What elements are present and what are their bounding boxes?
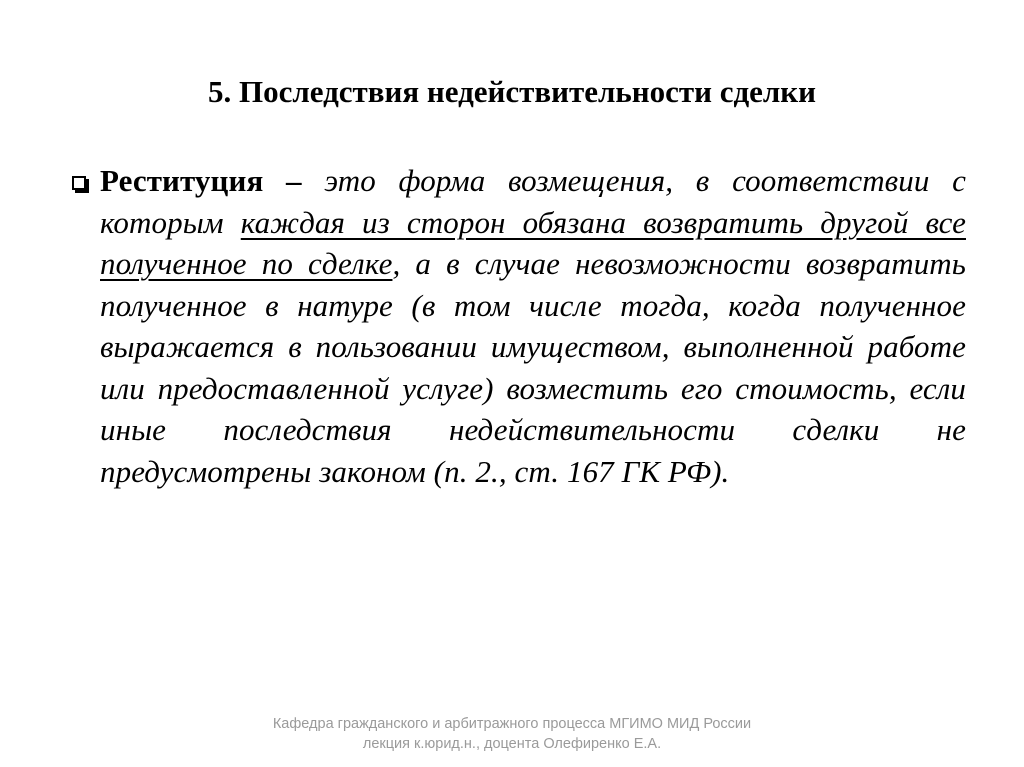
slide-footer <box>0 714 1024 754</box>
bullet-dash: – <box>263 163 325 198</box>
footer-line-department: Кафедра гражданского и арбитражного процесса МГИМО МИД России <box>272 716 752 732</box>
slide-title: 5. Последствия недействительности сделки <box>207 74 817 109</box>
bullet-text-part2: , а в случае невозможности возвратить полученное в натуре (в том числе тогда, когда полученное выражается в пользовании имуществом, выполненной работе или предоставленной услуге) возместить его стоимость, если иные последствия недействительности сделки не предусмотрены законом (п. 2., ст. 167 ГК РФ). <box>100 246 966 489</box>
bullet-text <box>100 160 966 492</box>
bullet-item <box>72 160 966 492</box>
checkbox-square-icon <box>72 176 86 190</box>
bullet-term: Реституция <box>100 163 264 198</box>
footer-line-lecturer: лекция к.юрид.н., доцента Олефиренко Е.А. <box>362 736 662 752</box>
bullet-text-part1: это форма возмещения, в соответствии с которым <box>100 163 966 240</box>
bullet-text-underlined: каждая из сторон обязана возвратить другой все полученное по сделке <box>100 204 966 281</box>
